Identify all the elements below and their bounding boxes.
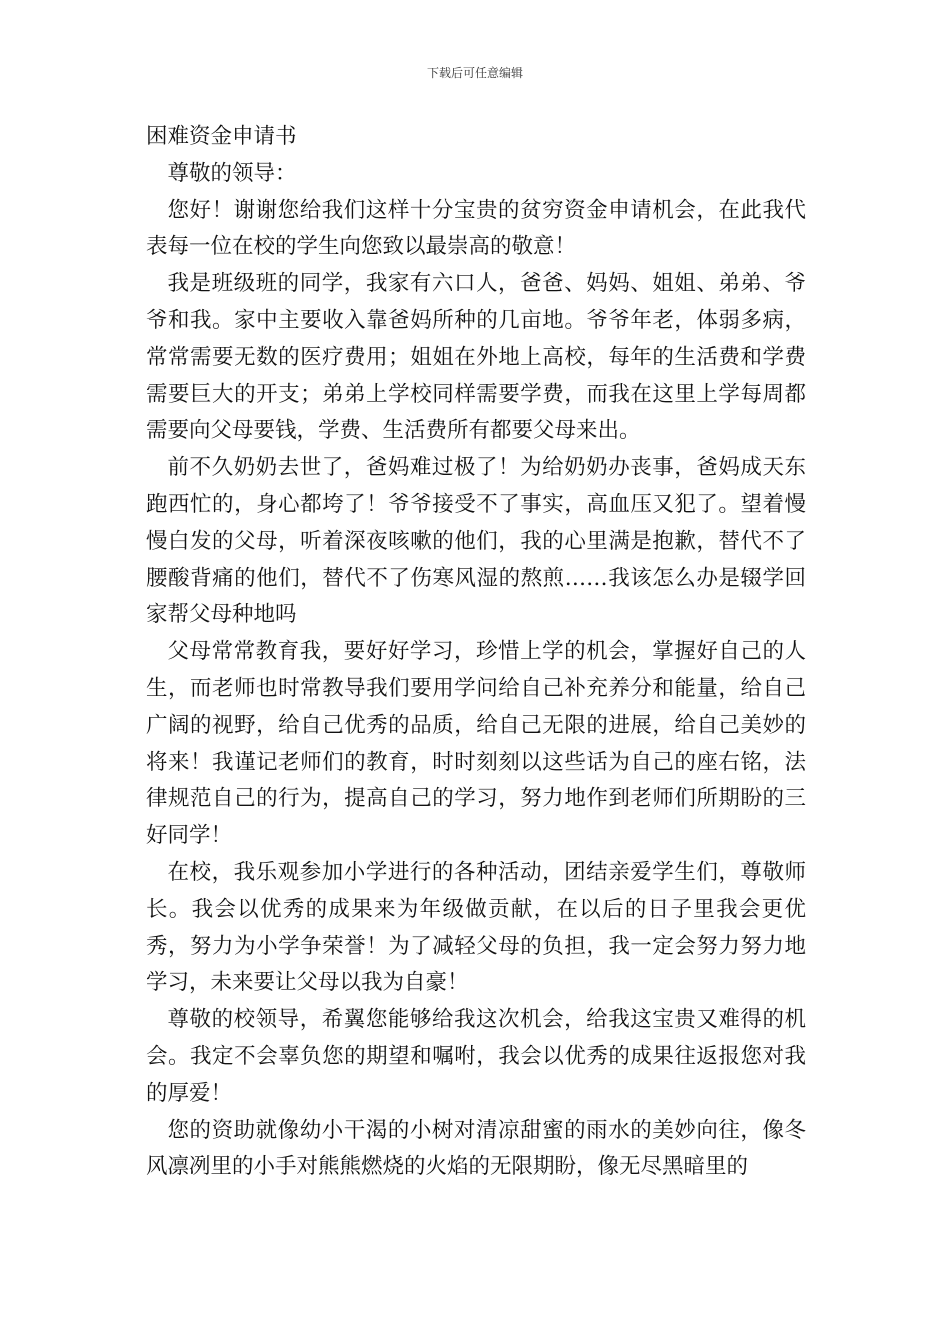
page-header-note: 下载后可任意编辑: [426, 66, 523, 80]
document-title: 困难资金申请书: [146, 124, 297, 149]
paragraph-grandmother: 前不久奶奶去世了，爸妈难过极了！为给奶奶办丧事，爸妈成天东跑西忙的，身心都垮了！爷爷接受不了事实，高血压又犯了。望着慢慢白发的父母，听着深夜咳嗽的他们，我的心里满是抱歉，替代不了腰酸背痛的他们，替代不了伤寒风湿的熬煎……我该怎么办是辍学回家帮父母种地吗: [146, 455, 806, 628]
paragraph-greeting: 您好！谢谢您给我们这样十分宝贵的贫穷资金申请机会，在此我代表每一位在校的学生向您致以最崇高的敬意！: [146, 197, 806, 260]
salutation: 尊敬的领导：: [167, 160, 297, 186]
paragraph-family-situation: 我是班级班的同学，我家有六口人，爸爸、妈妈、姐姐、弟弟、爷爷和我。家中主要收入靠爸妈所种的几亩地。爷爷年老，体弱多病，常常需要无数的医疗费用；姐姐在外地上高校，每年的生活费和学费需要巨大的开支；弟弟上学校同样需要学费，而我在这里上学每周都需要向父母要钱，学费、生活费所有都要父母来出。: [146, 271, 806, 444]
paragraph-request: 尊敬的校领导，希翼您能够给我这次机会，给我这宝贵又难得的机会。我定不会辜负您的期望和嘱咐，我会以优秀的成果往返报您对我的厚爱！: [146, 1007, 806, 1106]
paragraph-education: 父母常常教育我，要好好学习，珍惜上学的机会，掌握好自己的人生，而老师也时常教导我们要用学问给自己补充养分和能量，给自己广阔的视野，给自己优秀的品质，给自己无限的进展，给自己美妙的将来！我谨记老师们的教育，时时刻刻以这些话为自己的座右铭，法律规范自己的行为，提高自己的学习，努力地作到老师们所期盼的三好同学！: [146, 639, 806, 849]
document-body: [146, 119, 806, 1186]
paragraph-school-life: 在校，我乐观参加小学进行的各种活动，团结亲爱学生们，尊敬师长。我会以优秀的成果来为年级做贡献，在以后的日子里我会更优秀，努力为小学争荣誉！为了减轻父母的负担，我一定会努力努力地学习，未来要让父母以我为自豪！: [146, 859, 806, 996]
paragraph-gratitude: 您的资助就像幼小干渴的小树对清凉甜蜜的雨水的美妙向往，像冬风凛冽里的小手对熊熊燃烧的火焰的无限期盼，像无尽黑暗里的: [146, 1117, 806, 1180]
